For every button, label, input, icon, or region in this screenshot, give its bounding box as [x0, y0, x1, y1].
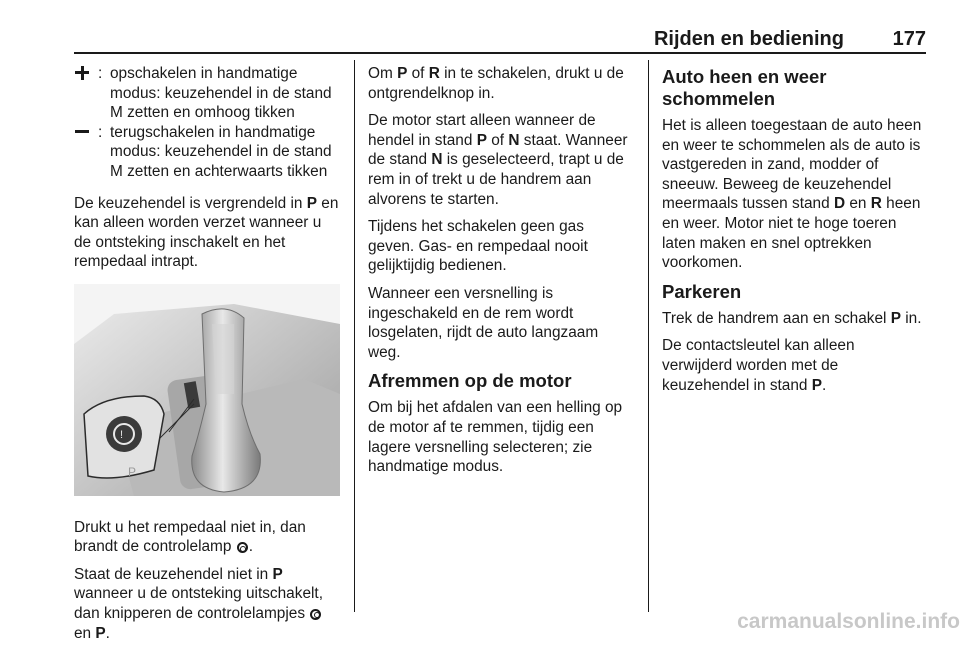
column-2: [368, 64, 634, 485]
page-number: 177: [892, 28, 926, 50]
paragraph-no-throttle: Tijdens het schakelen geen gas geven. Gas- en rempedaal nooit gelijktijdig bedienen.: [368, 218, 588, 275]
brake-warning-icon: [310, 609, 321, 620]
definition-upshift: : opschakelen in handmatige modus: keuzehendel in de stand M zetten en omhoog tikken: [74, 64, 340, 123]
definition-downshift: : terugschakelen in handmatige modus: keuzehendel in de stand M zetten en achterwaarts tikken: [74, 123, 340, 182]
heading-engine-braking: Afremmen op de motor: [368, 370, 572, 392]
column-3: [662, 64, 928, 403]
paragraph-lock: De keuzehendel is vergrendeld in P en kan alleen worden verzet wanneer u de ontsteking inschakelt en het rempedaal intrapt.: [74, 194, 339, 271]
column-divider-1: [354, 60, 355, 612]
gear-selector-photo: [74, 284, 340, 496]
plus-icon: [74, 64, 98, 82]
brake-warning-icon: [237, 542, 248, 553]
paragraph-rocking: Het is alleen toegestaan de auto heen en weer te schommelen als de auto is vastgereden in zand, modder of sneeuw. Beweeg de keuzehendel meermaals tussen stand D en R heen en weer. Motor niet te hoge toeren laten maken en snel optrekken voorkomen.: [662, 117, 922, 272]
heading-parking: Parkeren: [662, 280, 742, 302]
paragraph-warning-lamp: Drukt u het rempedaal niet in, dan brandt de controlelamp .: [74, 518, 306, 556]
minus-icon: [74, 123, 98, 141]
paragraph-key-removal: De contactsleutel kan alleen verwijderd worden met de keuzehendel in stand P.: [662, 337, 855, 394]
paragraph-release-button: Om P of R in te schakelen, drukt u de ontgrendelknop in.: [368, 65, 624, 102]
paragraph-parking: Trek de handrem aan en schakel P in.: [662, 309, 922, 327]
svg-text:!: !: [120, 428, 124, 441]
page-header-title: Rijden en bediening: [653, 28, 844, 50]
paragraph-creep: Wanneer een versnelling is ingeschakeld en de rem wordt losgelaten, rijdt de auto langzaam weg.: [368, 284, 599, 361]
paragraph-engine-braking: Om bij het afdalen van een helling op de motor af te remmen, tijdig een lagere versnelling selecteren; zie handmatige modus.: [368, 399, 623, 476]
column-1: [74, 64, 340, 651]
watermark: carmanualsonline.info: [737, 610, 960, 633]
definition-text: terugschakelen in handmatige modus: keuzehendel in de stand M zetten en achterwaarts tikken: [110, 123, 332, 180]
header-divider: [74, 52, 926, 54]
column-divider-2: [648, 60, 649, 612]
paragraph-engine-start: De motor start alleen wanneer de hendel in stand P of N staat. Wanneer de stand N is geselecteerd, trapt u de rem in of trekt u de handrem aan alvorens te starten.: [368, 112, 628, 208]
definition-text: opschakelen in handmatige modus: keuzehendel in de stand M zetten en omhoog tikken: [110, 65, 332, 122]
heading-rocking: Auto heen en weer schommelen: [662, 66, 827, 109]
svg-text:P: P: [128, 464, 137, 479]
paragraph-ignition-off: Staat de keuzehendel niet in P wanneer u de ontsteking uitschakelt, dan knipperen de controlelampjes en P.: [74, 565, 323, 642]
